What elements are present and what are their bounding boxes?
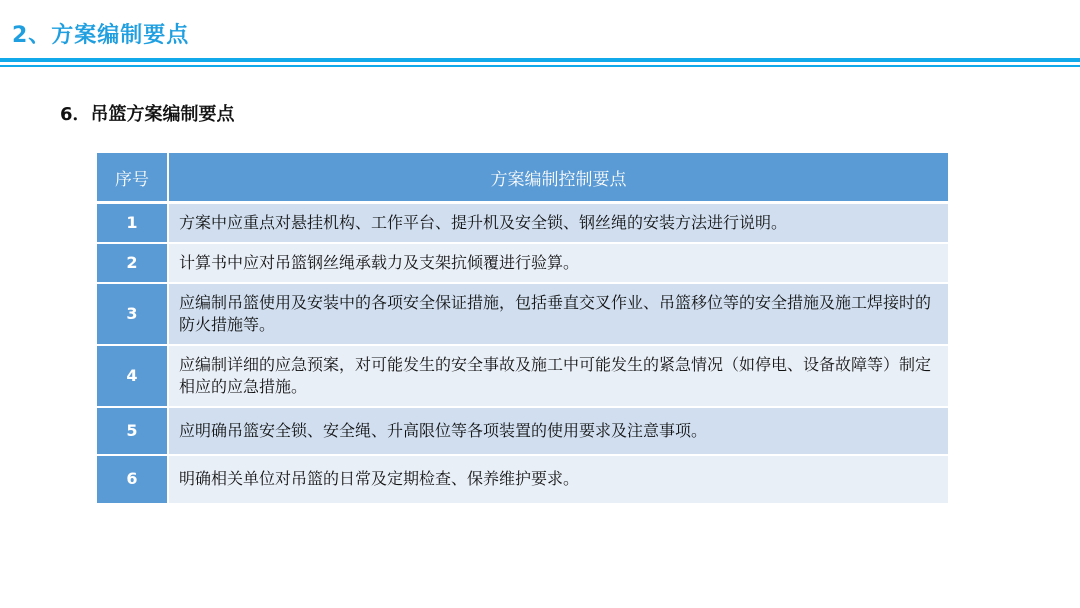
row-text: 明确相关单位对吊篮的日常及定期检查、保养维护要求。 bbox=[168, 455, 948, 503]
table-row bbox=[97, 407, 948, 455]
column-header-points: 方案编制控制要点 bbox=[168, 153, 948, 203]
row-number: 1 bbox=[97, 203, 168, 243]
column-header-number: 序号 bbox=[97, 153, 168, 203]
row-text: 计算书中应对吊篮钢丝绳承载力及支架抗倾覆进行验算。 bbox=[168, 243, 948, 283]
table-header-row bbox=[97, 153, 948, 203]
table-row bbox=[97, 283, 948, 345]
table-row bbox=[97, 345, 948, 407]
row-text: 应编制详细的应急预案，对可能发生的安全事故及施工中可能发生的紧急情况（如停电、设备故障等）制定相应的应急措施。 bbox=[168, 345, 948, 407]
row-text: 应明确吊篮安全锁、安全绳、升高限位等各项装置的使用要求及注意事项。 bbox=[168, 407, 948, 455]
row-number: 4 bbox=[97, 345, 168, 407]
section-heading: 6．吊篮方案编制要点 bbox=[60, 104, 235, 125]
title-bar bbox=[0, 0, 1080, 70]
row-number: 5 bbox=[97, 407, 168, 455]
table-row bbox=[97, 203, 948, 243]
row-text: 应编制吊篮使用及安装中的各项安全保证措施，包括垂直交叉作业、吊篮移位等的安全措施及施工焊接时的防火措施等。 bbox=[168, 283, 948, 345]
row-number: 3 bbox=[97, 283, 168, 345]
row-number: 2 bbox=[97, 243, 168, 283]
table-row bbox=[97, 455, 948, 503]
title-divider-thick bbox=[0, 58, 1080, 62]
page-title: 2、方案编制要点 bbox=[12, 23, 190, 48]
row-number: 6 bbox=[97, 455, 168, 503]
title-divider-thin bbox=[0, 65, 1080, 67]
control-points-table bbox=[97, 153, 948, 503]
table-row bbox=[97, 243, 948, 283]
row-text: 方案中应重点对悬挂机构、工作平台、提升机及安全锁、钢丝绳的安装方法进行说明。 bbox=[168, 203, 948, 243]
